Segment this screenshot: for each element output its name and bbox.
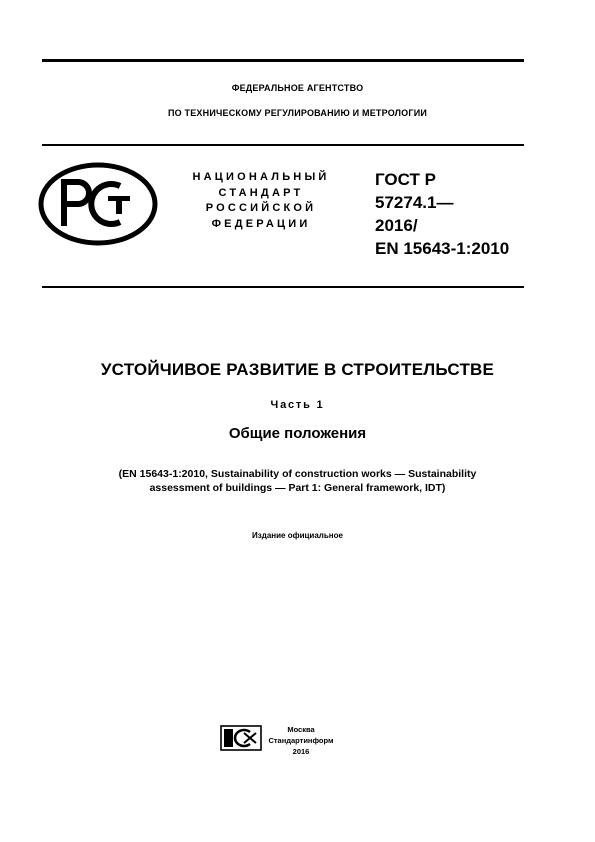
document-subtitle: Общие положения — [228, 425, 367, 442]
gost-line: EN 15643-1:2010 — [375, 239, 510, 258]
national-line: РОССИЙСКОЙ — [205, 202, 317, 214]
publisher-name: Стандартинформ — [268, 736, 334, 745]
national-standard-label — [176, 170, 346, 232]
rst-certification-logo-icon — [38, 162, 158, 246]
gost-line: 57274.1— — [375, 193, 454, 212]
agency-line-1: ФЕДЕРАЛЬНОЕ АГЕНТСТВО — [231, 83, 364, 93]
national-line: ФЕДЕРАЦИИ — [211, 217, 311, 230]
national-line: СТАНДАРТ — [218, 186, 304, 199]
header-divider — [42, 144, 524, 146]
standartinform-logo-icon — [220, 725, 262, 751]
part-label: Часть 1 — [270, 399, 325, 411]
equivalence-line: (EN 15643-1:2010, Sustainability of construction works — Sustainability — [118, 468, 477, 480]
gost-line: 2016/ — [375, 216, 418, 235]
national-line: НАЦИОНАЛЬНЫЙ — [192, 171, 330, 183]
equivalence-note — [60, 467, 535, 495]
standard-block-divider — [42, 286, 524, 288]
equivalence-line: assessment of buildings — Part 1: General framework, IDT) — [149, 482, 446, 494]
top-rule — [42, 59, 524, 62]
agency-line-2: ПО ТЕХНИЧЕСКОМУ РЕГУЛИРОВАНИЮ И МЕТРОЛОГИИ — [167, 108, 428, 118]
gost-designation — [375, 168, 509, 260]
publisher-city: Москва — [287, 725, 315, 734]
publisher-info — [266, 724, 336, 757]
publication-year: 2016 — [292, 747, 310, 756]
gost-line: ГОСТ Р — [375, 170, 436, 189]
edition-label: Издание официальное — [252, 531, 343, 540]
document-title: УСТОЙЧИВОЕ РАЗВИТИЕ В СТРОИТЕЛЬСТВЕ — [100, 360, 495, 379]
